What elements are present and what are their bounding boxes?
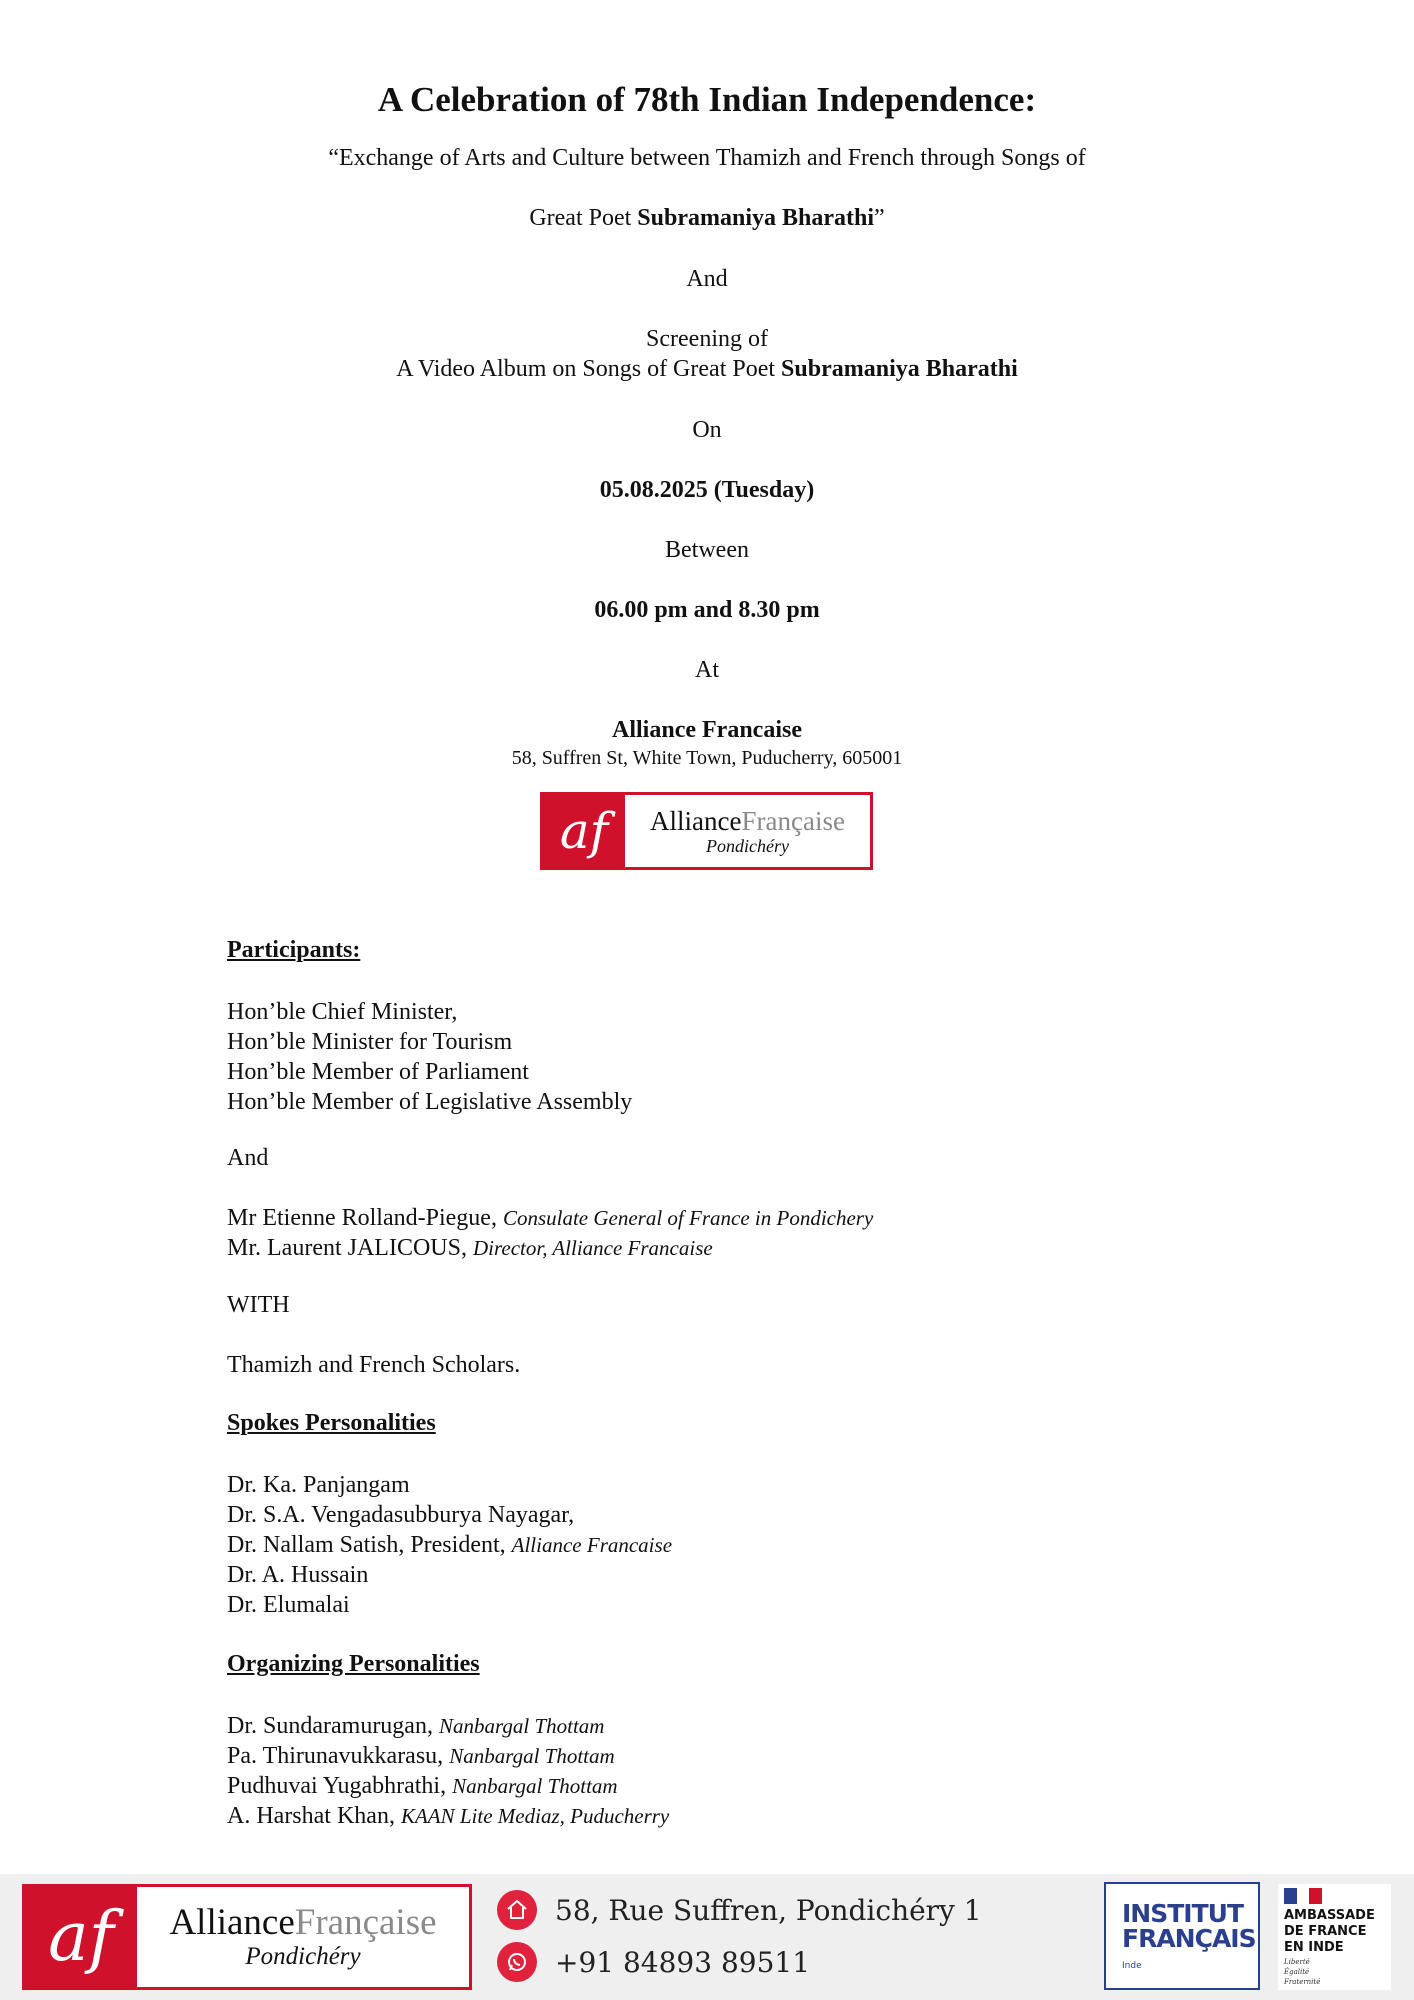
list-item [227, 1771, 669, 1801]
spokes-heading: Spokes Personalities [227, 1410, 436, 1436]
subtitle-line-2 [0, 203, 1414, 233]
af-logo-name [169, 1903, 436, 1943]
speaker-role: Alliance Francaise [511, 1533, 673, 1557]
subtitle-text: Great Poet [529, 205, 638, 231]
at-label: At [695, 657, 719, 683]
organizer-name: Dr. Sundaramurugan, [227, 1713, 439, 1739]
organizer-role: Nanbargal Thottam [452, 1774, 618, 1798]
af-logo-mark: af [25, 1887, 137, 1987]
subtitle-line-1: “Exchange of Arts and Culture between Thamizh and French through Songs of [328, 145, 1086, 171]
organizers-list [227, 1711, 669, 1831]
af-logo-city: Pondichéry [245, 1943, 361, 1970]
spokes-list [227, 1470, 672, 1620]
list-item: Hon’ble Member of Legislative Assembly [227, 1089, 633, 1115]
venue-name: Alliance Francaise [612, 717, 802, 743]
list-item: Hon’ble Minister for Tourism [227, 1029, 513, 1055]
subtitle-close-quote: ” [874, 205, 885, 231]
list-item [227, 1801, 669, 1831]
footer-bar [0, 1874, 1414, 2000]
list-item: Dr. Ka. Panjangam [227, 1472, 410, 1498]
list-item [227, 1530, 672, 1560]
and-connector: And [686, 266, 728, 292]
organizer-name: Pudhuvai Yugabhrathi, [227, 1773, 453, 1799]
list-item: Dr. A. Hussain [227, 1562, 369, 1588]
footer-address: 58, Rue Suffren, Pondichéry 1 [555, 1893, 982, 1927]
af-logo-city: Pondichéry [706, 835, 789, 856]
venue-address: 58, Suffren St, White Town, Puducherry, 605001 [511, 747, 903, 769]
screening-label: Screening of [646, 326, 768, 352]
between-label: Between [665, 537, 749, 563]
whatsapp-icon [497, 1942, 537, 1982]
poet-name: Subramaniya Bharathi [637, 205, 875, 231]
scholars-line: Thamizh and French Scholars. [227, 1352, 521, 1378]
organizer-name: A. Harshat Khan, [227, 1803, 401, 1829]
footer-phone-row [497, 1940, 810, 1984]
video-album-line [0, 354, 1414, 384]
list-item [227, 1741, 669, 1771]
organizers-heading: Organizing Personalities [227, 1651, 480, 1677]
album-text: A Video Album on Songs of Great Poet [396, 356, 782, 382]
list-item: Dr. Elumalai [227, 1592, 350, 1618]
organizer-role: Nanbargal Thottam [438, 1714, 605, 1738]
organizer-role: KAAN Lite Mediaz, Puducherry [400, 1804, 670, 1828]
institut-sub: Inde [1122, 1961, 1142, 1971]
officials-list [227, 997, 632, 1117]
motto-line: Fraternité [1284, 1978, 1321, 1986]
poet-name: Subramaniya Bharathi [781, 356, 1018, 382]
alliance-francaise-logo [540, 792, 873, 870]
af-logo-name-b: Française [294, 1902, 437, 1943]
list-item: Hon’ble Member of Parliament [227, 1059, 529, 1085]
af-logo-name-b: Française [741, 805, 845, 836]
on-label: On [692, 417, 722, 443]
institut-line-2: FRANÇAIS [1122, 1924, 1256, 1953]
guest-name: Mr. Laurent JALICOUS, [227, 1235, 473, 1261]
ambassade-line: AMBASSADE [1284, 1908, 1375, 1923]
footer-alliance-francaise-logo [22, 1884, 472, 1990]
motto-line: Égalité [1284, 1968, 1310, 1976]
guests-list [227, 1203, 873, 1263]
participants-heading: Participants: [227, 937, 361, 963]
list-item [227, 1711, 669, 1741]
af-logo-name-a: Alliance [169, 1902, 295, 1943]
french-flag-icon [1284, 1888, 1322, 1904]
institut-francais-logo [1104, 1882, 1260, 1990]
event-date: 05.08.2025 (Tuesday) [599, 477, 815, 503]
event-time: 06.00 pm and 8.30 pm [594, 597, 820, 623]
ambassade-de-france-logo [1278, 1884, 1391, 1990]
af-logo-name-a: Alliance [650, 805, 742, 836]
footer-address-row [497, 1888, 982, 1932]
list-item: Hon’ble Chief Minister, [227, 999, 458, 1025]
home-icon [497, 1890, 537, 1930]
guest-name: Mr Etienne Rolland-Piegue, [227, 1205, 503, 1231]
footer-phone: +91 84893 89511 [555, 1945, 811, 1979]
ambassade-line: DE FRANCE [1284, 1924, 1367, 1939]
ambassade-line: EN INDE [1284, 1940, 1344, 1955]
with-label: WITH [227, 1292, 290, 1318]
guest-role: Consulate General of France in Pondichery [502, 1206, 874, 1230]
motto-line: Liberté [1284, 1958, 1310, 1966]
institut-line-1: INSTITUT [1122, 1899, 1243, 1928]
af-logo-name [650, 806, 845, 836]
list-item [227, 1233, 873, 1263]
af-logo-mark: af [543, 795, 625, 867]
list-item [227, 1203, 873, 1233]
page-title: A Celebration of 78th Indian Independence: [377, 80, 1037, 119]
and-connector: And [227, 1145, 269, 1171]
organizer-name: Pa. Thirunavukkarasu, [227, 1743, 450, 1769]
list-item: Dr. S.A. Vengadasubburya Nayagar, [227, 1502, 575, 1528]
organizer-role: Nanbargal Thottam [449, 1744, 615, 1768]
speaker-name: Dr. Nallam Satish, President, [227, 1532, 512, 1558]
guest-role: Director, Alliance Francaise [472, 1236, 713, 1260]
